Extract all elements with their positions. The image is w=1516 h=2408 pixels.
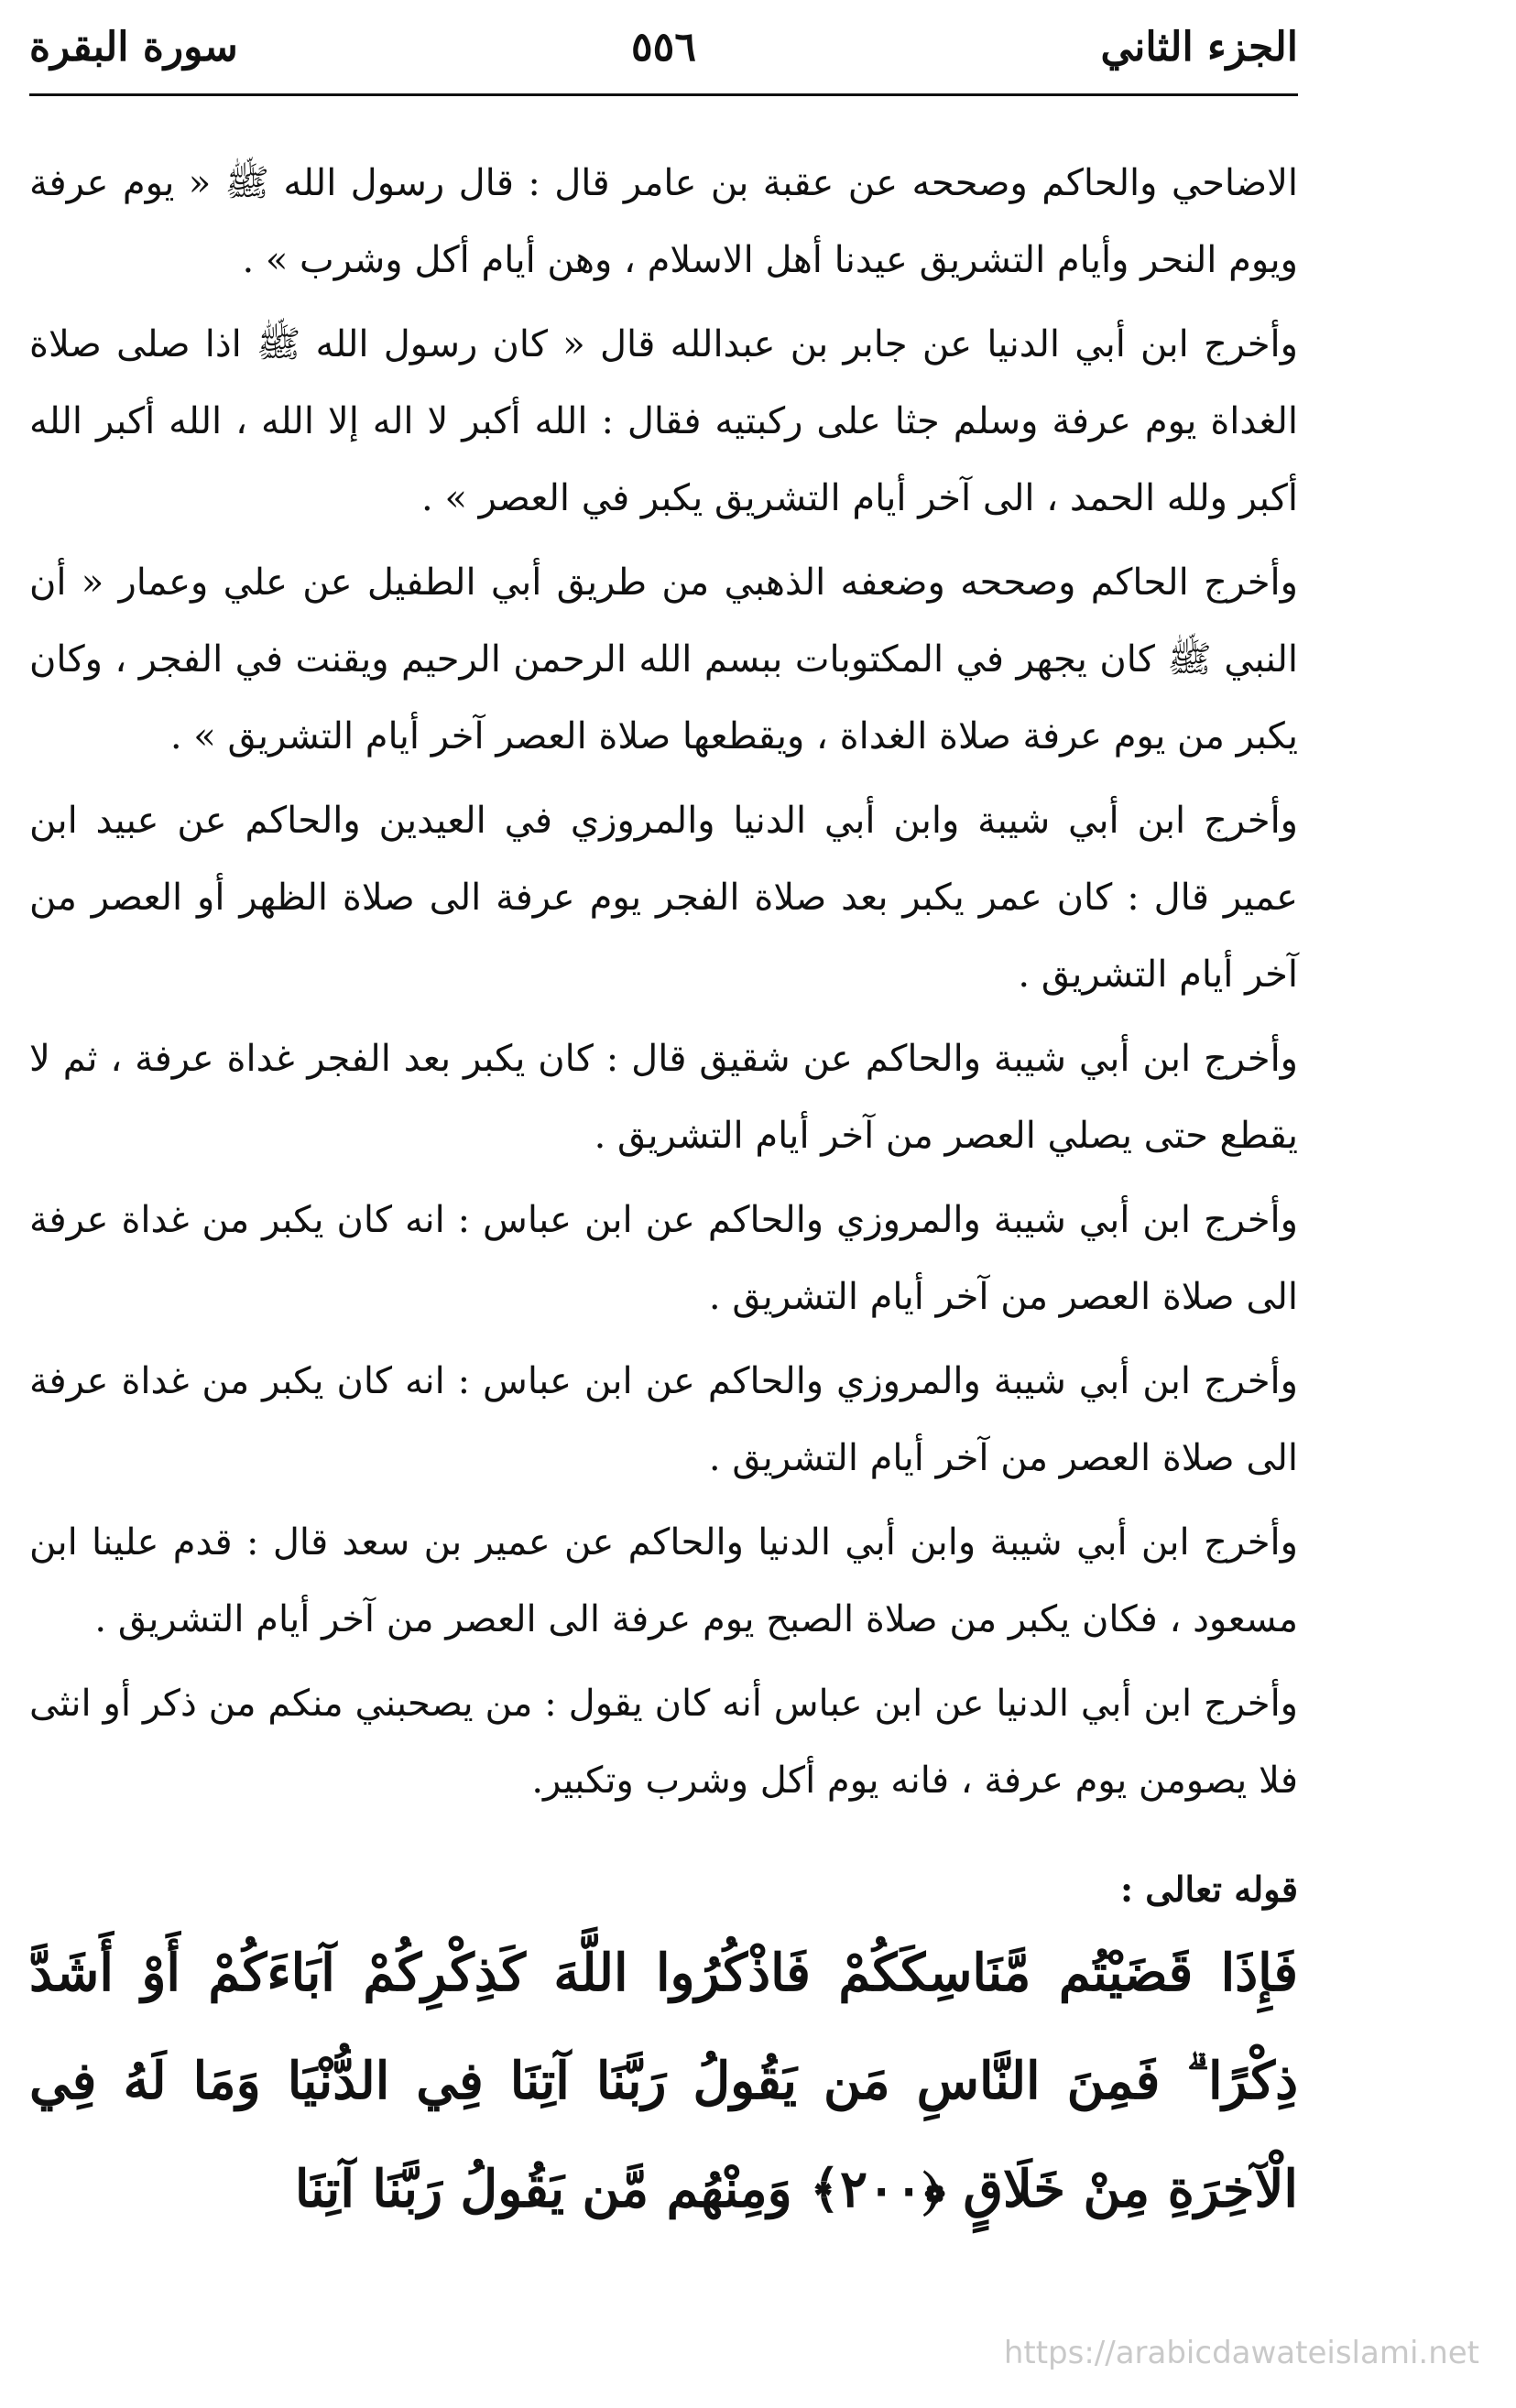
page-header xyxy=(29,18,1298,82)
paragraph: وأخرج ابن أبي شيبة وابن أبي الدنيا والحاكم عن عمير بن سعد قال : قدم علينا ابن مسعود ، فكان يكبر من صلاة الصبح يوم عرفة الى العصر من آخر أيام التشريق . xyxy=(29,1521,1298,1640)
paragraph: الاضاحي والحاكم وصححه عن عقبة بن عامر قال : قال رسول الله ﷺ « يوم عرفة ويوم النحر وأيام التشريق عيدنا أهل الاسلام ، وهن أيام أكل وشرب » . xyxy=(29,162,1298,281)
paragraph: وأخرج ابن أبي شيبة والمروزي والحاكم عن ابن عباس : انه كان يكبر من غداة عرفة الى صلاة العصر من آخر أيام التشريق . xyxy=(29,1360,1298,1479)
paragraph: وأخرج ابن أبي الدنيا عن جابر بن عبدالله قال « كان رسول الله ﷺ اذا صلى صلاة الغداة يوم عرفة وسلم جثا على ركبتيه فقال : الله أكبر لا اله إلا الله ، الله أكبر الله أكبر ولله الحمد ، الى آخر أيام التشريق يكبر في العصر » . xyxy=(29,323,1298,519)
quran-verse-block xyxy=(29,1869,1298,2243)
verse-text: فَإِذَا قَضَيْتُم مَّنَاسِكَكُمْ فَاذْكُرُوا اللَّهَ كَذِكْرِكُمْ آبَاءَكُمْ أَوْ أَشَدَّ ذِكْرًا ۗ فَمِنَ النَّاسِ مَن يَقُولُ رَبَّنَا آتِنَا فِي الدُّنْيَا وَمَا لَهُ فِي الْآخِرَةِ مِنْ خَلَاقٍ ﴿٢٠٠﴾ وَمِنْهُم مَّن يَقُولُ رَبَّنَا آتِنَا xyxy=(29,1943,1298,2219)
header-rule xyxy=(29,93,1298,96)
surah-title: سورة البقرة xyxy=(29,24,238,71)
juz-title: الجزء الثاني xyxy=(1100,24,1298,71)
paragraph: وأخرج ابن أبي شيبة والمروزي والحاكم عن ابن عباس : انه كان يكبر من غداة عرفة الى صلاة العصر من آخر أيام التشريق . xyxy=(29,1199,1298,1318)
watermark-url: https://arabicdawateislami.net xyxy=(1003,2335,1479,2371)
paragraph: وأخرج الحاكم وصححه وضعفه الذهبي من طريق أبي الطفيل عن علي وعمار « أن النبي ﷺ كان يجهر في المكتوبات ببسم الله الرحمن الرحيم ويقنت في الفجر ، وكان يكبر من يوم عرفة صلاة الغداة ، ويقطعها صلاة العصر آخر أيام التشريق » . xyxy=(29,561,1298,757)
paragraph: وأخرج ابن أبي شيبة وابن أبي الدنيا والمروزي في العيدين والحاكم عن عبيد ابن عمير قال : كان عمر يكبر بعد صلاة الفجر يوم عرفة الى صلاة الظهر أو العصر من آخر أيام التشريق . xyxy=(29,800,1298,996)
page-number: ٥٥٦ xyxy=(631,24,696,71)
paragraph: وأخرج ابن أبي شيبة والحاكم عن شقيق قال : كان يكبر بعد الفجر غداة عرفة ، ثم لا يقطع حتى يصلي العصر من آخر أيام التشريق . xyxy=(29,1038,1298,1157)
verse-intro: قوله تعالى : xyxy=(1120,1869,1298,1910)
page-body xyxy=(29,145,1298,1826)
paragraph: وأخرج ابن أبي الدنيا عن ابن عباس أنه كان يقول : من يصحبني منكم من ذكر أو انثى فلا يصومن يوم عرفة ، فانه يوم أكل وشرب وتكبير. xyxy=(29,1683,1298,1802)
